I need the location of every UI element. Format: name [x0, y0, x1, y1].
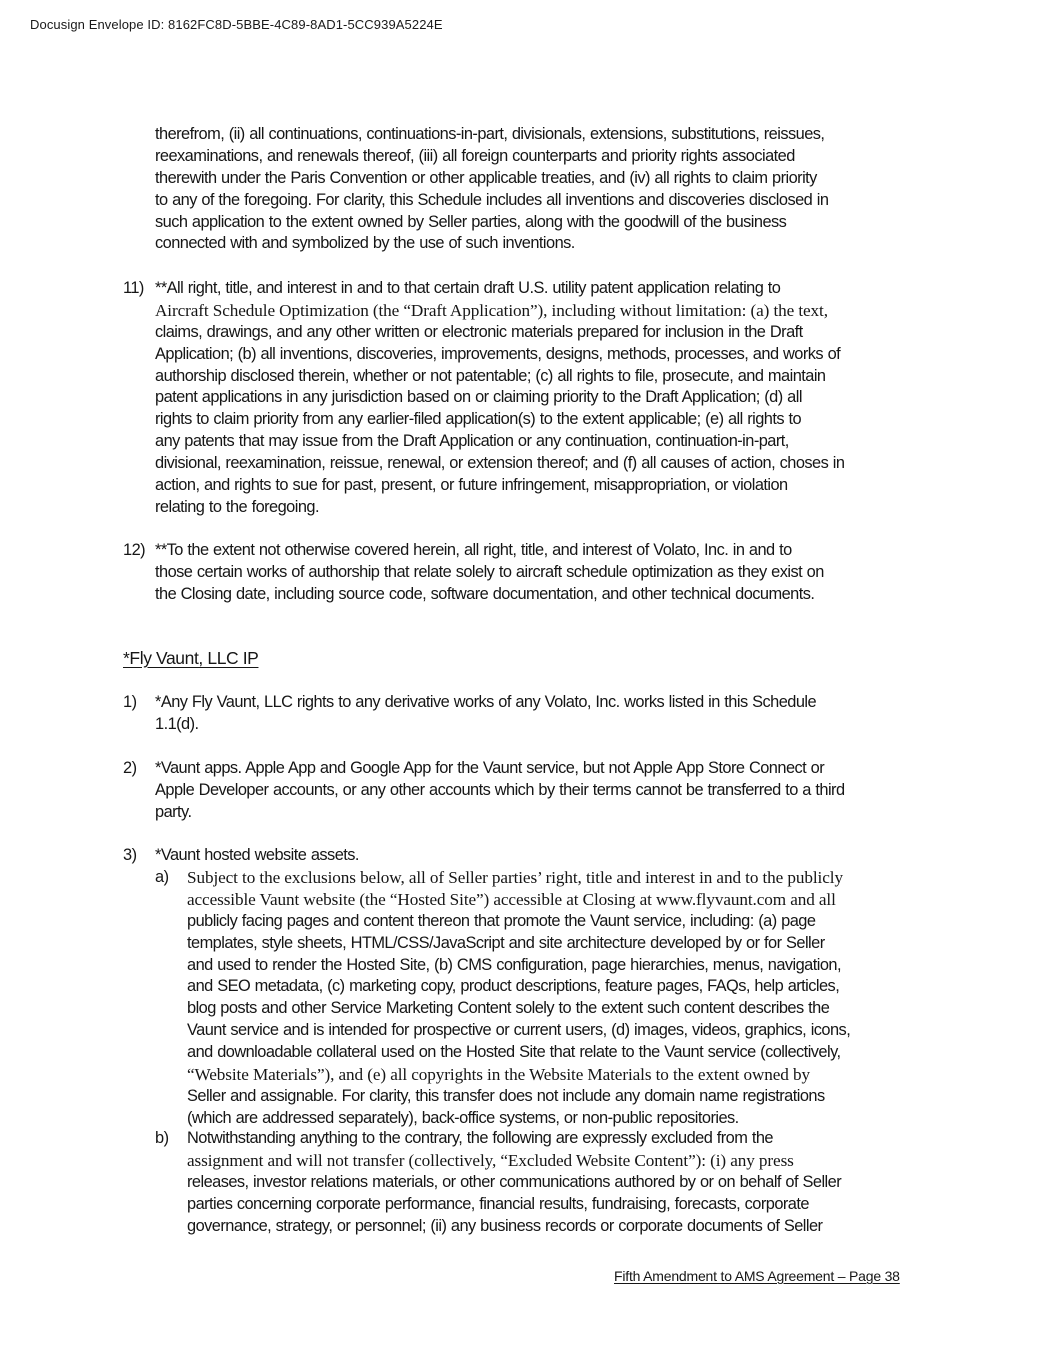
- text-line: *Vaunt hosted website assets.: [155, 846, 359, 864]
- text-line: blog posts and other Service Marketing Content solely to the extent such content describes the: [187, 999, 830, 1018]
- text-line: the Closing date, including source code, software documentation, and other technical documents.: [155, 584, 815, 603]
- subitem-b-paragraph: [187, 1128, 841, 1237]
- item-number: 3): [123, 846, 137, 864]
- text-line: (which are addressed separately), back-office systems, or non-public repositories.: [187, 1108, 739, 1127]
- text-line: *Any Fly Vaunt, LLC rights to any derivative works of any Volato, Inc. works listed in this Schedule: [155, 693, 817, 711]
- fly-vaunt-item-1: [155, 692, 816, 736]
- subitem-letter: a): [155, 868, 169, 886]
- text-line: those certain works of authorship that relate solely to aircraft schedule optimization as they exist on: [155, 562, 824, 581]
- text-line: **All right, title, and interest in and to that certain draft U.S. utility patent application relating to: [155, 279, 781, 297]
- text-line: and SEO metadata, (c) marketing copy, product descriptions, feature pages, FAQs, help articles,: [187, 977, 840, 996]
- item-number: 11): [123, 279, 144, 297]
- text-line: Notwithstanding anything to the contrary, the following are expressly excluded from the: [187, 1129, 773, 1147]
- text-line: divisional, reexamination, reissue, renewal, or extension thereof; and (f) all causes of action, choses in: [155, 454, 845, 473]
- item-11-paragraph: [155, 278, 844, 519]
- text-line: such application to the extent owned by Seller parties, along with the goodwill of the business: [155, 212, 787, 231]
- text-line: accessible Vaunt website (the “Hosted Site”) accessible at Closing at www.flyvaunt.com and all: [187, 889, 836, 909]
- text-line: **To the extent not otherwise covered herein, all right, title, and interest of Volato, Inc. in and to: [155, 541, 792, 559]
- docusign-envelope-id: Docusign Envelope ID: 8162FC8D-5BBE-4C89-8AD1-5CC939A5224E: [30, 17, 443, 32]
- text-line: connected with and symbolized by the use of such inventions.: [155, 234, 575, 253]
- text-line: assignment and will not transfer (collectively, “Excluded Website Content”): (i) any press: [187, 1150, 794, 1170]
- text-line: therewith under the Paris Convention or other applicable treaties, and (iv) all rights to claim priority: [155, 168, 817, 187]
- text-line: any patents that may issue from the Draft Application or any continuation, continuation-in-part,: [155, 432, 789, 451]
- item-number: 1): [123, 693, 137, 711]
- text-line: releases, investor relations materials, or other communications authored by or on behalf of Seller: [187, 1172, 842, 1191]
- text-line: Apple Developer accounts, or any other accounts which by their terms cannot be transferred to a third: [155, 780, 845, 799]
- text-line: Vaunt service and is intended for prospective or current users, (d) images, videos, graphics, icons,: [187, 1021, 851, 1040]
- fly-vaunt-item-3: [155, 845, 359, 867]
- text-line: “Website Materials”), and (e) all copyrights in the Website Materials to the extent owned by: [187, 1065, 810, 1085]
- text-line: Aircraft Schedule Optimization (the “Draft Application”), including without limitation: (a) the text,: [155, 300, 828, 320]
- text-line: Application; (b) all inventions, discoveries, improvements, designs, methods, processes, and works of: [155, 344, 841, 363]
- page-footer: Fifth Amendment to AMS Agreement – Page 38: [614, 1268, 900, 1284]
- text-line: therefrom, (ii) all continuations, continuations-in-part, divisionals, extensions, substitutions, reissues,: [155, 125, 825, 143]
- text-line: party.: [155, 802, 192, 821]
- item-number: 12): [123, 541, 146, 559]
- text-line: rights to claim priority from any earlier-filed application(s) to the extent applicable; (e) all rights to: [155, 410, 802, 429]
- item-number: 2): [123, 759, 137, 777]
- text-line: claims, drawings, and any other written or electronic materials prepared for inclusion in the Draft: [155, 322, 803, 341]
- text-line: Subject to the exclusions below, all of Seller parties’ right, title and interest in and to the publicly: [187, 868, 843, 887]
- text-line: to any of the foregoing. For clarity, this Schedule includes all inventions and discoveries disclosed in: [155, 190, 829, 209]
- fly-vaunt-item-2: [155, 758, 845, 824]
- text-line: governance, strategy, or personnel; (ii) any business records or corporate documents of Seller: [187, 1216, 823, 1235]
- text-line: parties concerning corporate performance, financial results, fundraising, forecasts, corporate: [187, 1194, 809, 1213]
- text-line: templates, style sheets, HTML/CSS/JavaScript and site architecture developed by or for Seller: [187, 933, 825, 952]
- item-12-paragraph: [155, 540, 824, 606]
- continuation-paragraph: [155, 124, 828, 255]
- text-line: reexaminations, and renewals thereof, (iii) all foreign counterparts and priority rights associated: [155, 146, 795, 165]
- subitem-letter: b): [155, 1129, 169, 1147]
- text-line: relating to the foregoing.: [155, 497, 319, 516]
- text-line: authorship disclosed therein, whether or not patentable; (c) all rights to file, prosecute, and maintain: [155, 366, 826, 385]
- text-line: and downloadable collateral used on the Hosted Site that relate to the Vaunt service (collectively,: [187, 1043, 841, 1062]
- text-line: Seller and assignable. For clarity, this transfer does not include any domain name registrations: [187, 1086, 825, 1105]
- text-line: and used to render the Hosted Site, (b) CMS configuration, page hierarchies, menus, navigation,: [187, 955, 841, 974]
- text-line: *Vaunt apps. Apple App and Google App for the Vaunt service, but not Apple App Store Connect or: [155, 759, 825, 777]
- subitem-a-paragraph: [187, 867, 850, 1130]
- section-heading: *Fly Vaunt, LLC IP: [123, 648, 259, 668]
- text-line: action, and rights to sue for past, present, or future infringement, misappropriation, or violation: [155, 476, 788, 495]
- text-line: 1.1(d).: [155, 714, 199, 733]
- text-line: publicly facing pages and content thereon that promote the Vaunt service, including: (a) page: [187, 911, 816, 930]
- text-line: patent applications in any jurisdiction based on or claiming priority to the Draft Application; (d) all: [155, 388, 802, 407]
